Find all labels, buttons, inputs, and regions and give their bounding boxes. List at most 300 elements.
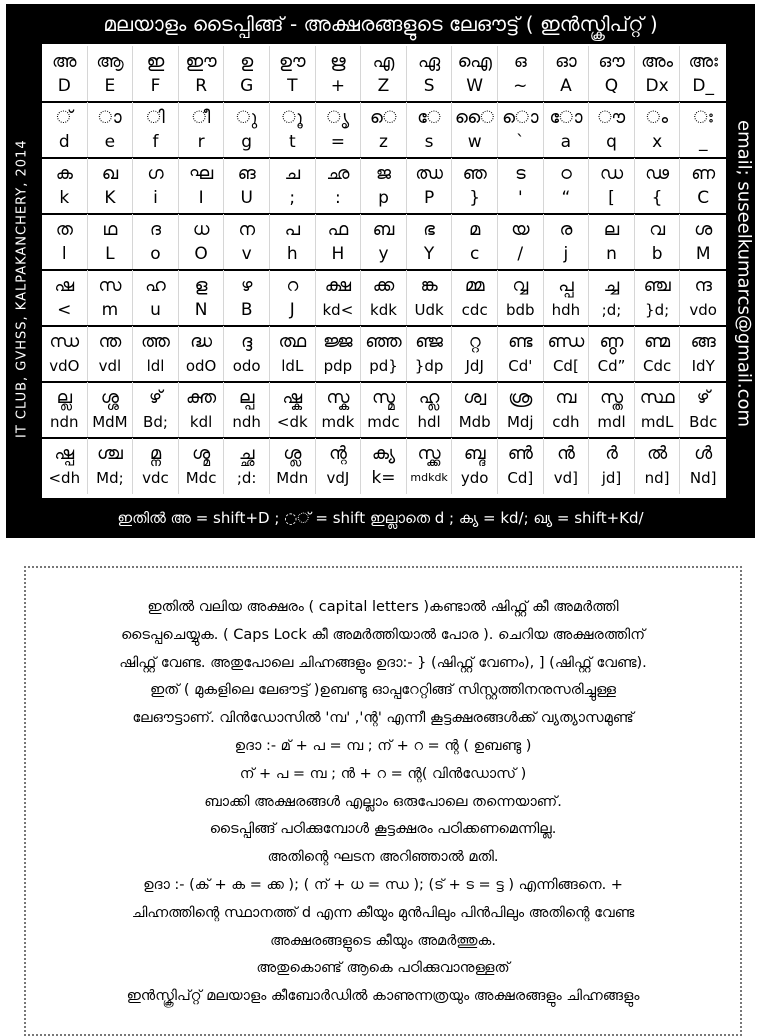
- key-sequence: {: [651, 188, 663, 208]
- malayalam-character: ക: [55, 163, 73, 184]
- layout-band: [42, 326, 726, 382]
- malayalam-character: ശ്വ: [463, 387, 487, 408]
- layout-cell: [498, 326, 544, 382]
- malayalam-character: ഓ: [555, 51, 577, 72]
- note-line: അതിന്റെ ഘടന അറിഞ്ഞാൽ മതി.: [267, 849, 499, 866]
- malayalam-character: ഊ: [279, 51, 306, 72]
- malayalam-character: ഔ: [598, 51, 625, 72]
- key-sequence: Z: [377, 76, 390, 96]
- key-sequence: :: [335, 188, 341, 208]
- layout-cell: [407, 46, 453, 102]
- key-sequence: }dp: [414, 357, 444, 375]
- key-sequence: JdJ: [465, 357, 484, 375]
- malayalam-character: ന്ത: [98, 331, 122, 352]
- key-sequence: Y: [423, 244, 435, 264]
- layout-cell: [498, 158, 544, 214]
- malayalam-character: ങ: [237, 163, 256, 184]
- key-sequence: ldl: [146, 357, 165, 375]
- layout-cell: [361, 46, 407, 102]
- malayalam-character: റ: [286, 275, 299, 296]
- key-sequence: MdM: [92, 413, 128, 431]
- layout-cell: [680, 158, 726, 214]
- layout-cell: [452, 214, 498, 270]
- layout-cell: [42, 102, 88, 158]
- malayalam-character: ഷ: [54, 275, 75, 296]
- layout-cell: [407, 382, 453, 438]
- key-sequence: F: [150, 76, 161, 96]
- key-sequence: Bdc: [689, 413, 718, 431]
- layout-cell: [88, 326, 134, 382]
- malayalam-character: ധ: [192, 219, 210, 240]
- key-sequence: pd}: [369, 357, 398, 375]
- key-sequence: ': [517, 188, 523, 208]
- malayalam-character: ഝ: [415, 163, 443, 184]
- key-sequence: c: [470, 244, 480, 264]
- malayalam-character: ◌ം: [646, 107, 669, 128]
- poster-footer-note: ഇതിൽ അ = shift+D ; ◌് = shift ഇല്ലാതെ d ; ക്യ = kd/; ഖ്യ = shift+Kd/: [117, 509, 644, 527]
- key-sequence: R: [195, 76, 207, 96]
- key-sequence: j: [563, 244, 569, 264]
- malayalam-character: ആ: [96, 51, 124, 72]
- malayalam-character: ഡ: [599, 163, 624, 184]
- layout-cell: [635, 46, 681, 102]
- malayalam-character: ◌ൃ: [326, 107, 350, 128]
- malayalam-character: ഴ്: [696, 387, 710, 408]
- key-sequence: Md;: [96, 469, 124, 487]
- key-sequence: ;d:: [236, 469, 257, 487]
- malayalam-character: ഞ: [462, 163, 487, 184]
- malayalam-character: അഃ: [688, 51, 718, 72]
- layout-cell: [635, 158, 681, 214]
- malayalam-character: എ: [372, 51, 395, 72]
- malayalam-character: ങ്ങ: [690, 331, 716, 352]
- layout-cell: [88, 438, 134, 494]
- layout-cell: [680, 46, 726, 102]
- key-sequence: vdc: [142, 469, 169, 487]
- key-sequence: IdY: [691, 357, 715, 375]
- malayalam-character: സ്മ: [371, 387, 396, 408]
- layout-cell: [133, 214, 179, 270]
- key-sequence: vdl: [98, 357, 122, 375]
- malayalam-character: ഈ: [185, 51, 217, 72]
- layout-cell: [589, 46, 635, 102]
- layout-cell: [680, 214, 726, 270]
- key-sequence: Cd]: [507, 469, 534, 487]
- malayalam-character: ക്ഷ: [324, 275, 352, 296]
- layout-cell: [224, 382, 270, 438]
- layout-cell: [544, 326, 590, 382]
- malayalam-character: ◌ു: [236, 107, 258, 128]
- layout-cell: [361, 158, 407, 214]
- malayalam-character: മ്മ: [464, 275, 485, 296]
- malayalam-character: ഴ: [240, 275, 253, 296]
- malayalam-character: ശ: [694, 219, 713, 240]
- key-sequence: w: [467, 132, 482, 152]
- key-sequence: Cd”: [597, 357, 626, 375]
- malayalam-character: ഥ: [102, 219, 118, 240]
- layout-cell: [224, 214, 270, 270]
- key-sequence: ndn: [50, 413, 79, 431]
- key-sequence: m: [101, 300, 119, 320]
- malayalam-character: ല്പ: [238, 387, 255, 408]
- malayalam-character: ◌ീ: [191, 107, 211, 128]
- malayalam-character: ഞ്ഞ: [365, 331, 402, 352]
- layout-band: [42, 102, 726, 158]
- layout-cell: [179, 46, 225, 102]
- key-sequence: C: [697, 188, 710, 208]
- malayalam-character: ണ്ട: [508, 331, 533, 352]
- layout-cell: [270, 46, 316, 102]
- malayalam-character: ഇ: [146, 51, 165, 72]
- key-sequence: ;d;: [601, 301, 622, 319]
- layout-cell: [407, 158, 453, 214]
- malayalam-character: ശ്ച: [96, 443, 123, 464]
- malayalam-character: ◌ൂ: [281, 107, 303, 128]
- layout-cell: [589, 158, 635, 214]
- key-sequence: pdp: [323, 357, 353, 375]
- malayalam-character: ണ്ഠ: [599, 331, 624, 352]
- note-line: ഇതിൽ വലിയ അക്ഷരം ( capital letters )കണ്ടാൽ ഷിഫ്റ്റ് കീ അമർത്തി: [147, 599, 619, 615]
- layout-cell: [133, 46, 179, 102]
- key-sequence: }d;: [645, 301, 670, 319]
- key-sequence: vd]: [553, 469, 579, 487]
- malayalam-character: ഷ്ക: [282, 387, 303, 408]
- note-line: ചിഹ്നത്തിന്റെ സ്ഥാനത്ത് d എന്ന കീയും മുൻപിലും പിൻപിലും അതിന്റെ വേണ്ട: [131, 904, 635, 921]
- layout-cell: [589, 326, 635, 382]
- layout-cell: [88, 270, 134, 326]
- key-sequence: u: [150, 300, 161, 320]
- malayalam-character: ദ്ദ: [241, 331, 253, 352]
- layout-cell: [133, 270, 179, 326]
- key-sequence: L: [105, 244, 115, 264]
- key-sequence: cdh: [552, 413, 580, 431]
- malayalam-character: ന്ദ: [694, 275, 712, 296]
- key-sequence: n: [606, 244, 617, 264]
- layout-cell: [635, 326, 681, 382]
- malayalam-character: ൺ: [507, 443, 533, 464]
- malayalam-character: ഐ: [457, 51, 492, 72]
- layout-cell: [42, 326, 88, 382]
- malayalam-character: ഖ: [101, 163, 119, 184]
- key-sequence: odo: [232, 357, 261, 375]
- malayalam-character: ഫ: [327, 219, 349, 240]
- key-sequence: W: [466, 76, 484, 96]
- layout-cell: [544, 214, 590, 270]
- malayalam-character: ച്ഛ: [238, 443, 255, 464]
- malayalam-character: ത്ത: [141, 331, 170, 352]
- malayalam-character: സ്ക: [326, 387, 350, 408]
- key-sequence: r: [197, 132, 205, 152]
- layout-cell: [498, 438, 544, 494]
- note-line: ലേഔട്ടാണ്. വിൻഡോസിൽ 'മ്പ' ,'ന്റ' എന്നീ കൂട്ടക്ഷരങ്ങൾക്ക് വ്യത്യാസമുണ്ട്: [132, 710, 634, 727]
- layout-cell: [680, 438, 726, 494]
- key-sequence: Nd]: [689, 469, 717, 487]
- key-sequence: J: [289, 300, 295, 320]
- key-sequence: e: [104, 132, 116, 152]
- note-line: ഇത് ( മുകളിലെ ലേഔട്ട് )ഉബണ്ടു ഓപ്പറേറ്റിങ്ങ് സിസ്റ്റത്തിനനുസരിച്ചുള്ള: [149, 682, 617, 699]
- key-sequence: }: [469, 188, 481, 208]
- layout-cell: [270, 382, 316, 438]
- malayalam-character: ശ്ശ: [100, 387, 119, 408]
- key-sequence: Mdj: [506, 413, 534, 431]
- malayalam-character: വ്വ: [512, 275, 529, 296]
- layout-cell: [407, 326, 453, 382]
- key-sequence: z: [379, 132, 388, 152]
- key-sequence: v: [241, 244, 252, 264]
- layout-cell: [635, 270, 681, 326]
- note-line: ന് + പ = മ്പ ; ൻ + റ = ന്റ( വിൻഡോസ് ): [239, 765, 527, 782]
- layout-cell: [42, 46, 88, 102]
- layout-cell: [407, 102, 453, 158]
- key-sequence: y: [378, 244, 389, 264]
- note-line: ടൈപ്പിങ്ങ് പഠിക്കുമ്പോൾ കൂട്ടക്ഷരം പഠിക്കണമെന്നില്ല.: [209, 821, 557, 838]
- note-line: ടൈപ്പചെയ്യുക. ( Caps Lock കീ അമർത്തിയാൽ പോര ). ചെറിയ അക്ഷരത്തിന്: [121, 626, 645, 643]
- malayalam-character: ന്ധ: [49, 331, 80, 352]
- key-sequence: K: [104, 188, 116, 208]
- layout-cell: [270, 326, 316, 382]
- layout-band: [42, 382, 726, 438]
- malayalam-character: ◌്: [56, 107, 73, 128]
- malayalam-character: ല്ല: [56, 387, 72, 408]
- layout-band: [42, 158, 726, 214]
- malayalam-character: ◌െ: [369, 107, 398, 128]
- key-sequence: G: [240, 76, 254, 96]
- layout-cell: [589, 438, 635, 494]
- layout-cell: [361, 382, 407, 438]
- malayalam-character: ന്റ: [328, 443, 347, 464]
- poster-title: മലയാളം ടൈപ്പിങ്ങ് - അക്ഷരങ്ങളുടെ ലേഔട്ട് ( ഇൻസ്ക്രിപ്റ്റ് ): [103, 12, 658, 36]
- instruction-note-box: [24, 566, 742, 1036]
- layout-cell: [544, 102, 590, 158]
- layout-cell: [179, 158, 225, 214]
- malayalam-character: ര: [559, 219, 573, 240]
- key-sequence: _: [698, 132, 708, 152]
- malayalam-character: ശ്മ: [192, 443, 211, 464]
- layout-cell: [544, 270, 590, 326]
- key-sequence: Cd': [508, 357, 533, 375]
- key-sequence: Q: [604, 76, 619, 96]
- layout-cell: [452, 326, 498, 382]
- layout-cell: [42, 382, 88, 438]
- layout-cell: [635, 102, 681, 158]
- malayalam-character: അം: [641, 51, 674, 72]
- key-sequence: p: [378, 188, 389, 208]
- malayalam-character: ണ്മ: [644, 331, 671, 352]
- malayalam-character: ഏ: [418, 51, 441, 72]
- key-sequence: “: [561, 188, 571, 208]
- layout-cell: [361, 438, 407, 494]
- malayalam-character: ൽ: [647, 443, 668, 464]
- layout-cell: [452, 46, 498, 102]
- malayalam-character: ട: [514, 163, 526, 184]
- malayalam-character: സ്ഥ: [639, 387, 675, 408]
- key-sequence: P: [423, 188, 435, 208]
- layout-cell: [316, 326, 362, 382]
- malayalam-character: ഠ: [559, 163, 572, 184]
- malayalam-character: ◌ി: [146, 107, 165, 128]
- key-sequence: =: [330, 132, 346, 152]
- layout-cell: [498, 102, 544, 158]
- malayalam-character: ◌ാ: [98, 107, 122, 128]
- layout-cell: [452, 102, 498, 158]
- layout-cell: [270, 270, 316, 326]
- malayalam-character: ◌ഃ: [693, 107, 713, 128]
- key-sequence: l: [61, 244, 67, 264]
- key-sequence: ydo: [460, 469, 489, 487]
- layout-cell: [407, 270, 453, 326]
- key-sequence: +: [330, 76, 346, 96]
- key-sequence: A: [560, 76, 572, 96]
- layout-cell: [224, 158, 270, 214]
- layout-cell: [316, 102, 362, 158]
- key-sequence: Mdn: [276, 469, 309, 487]
- malayalam-character: ഋ: [330, 51, 346, 72]
- layout-cell: [544, 46, 590, 102]
- malayalam-character: ദ്ധ: [190, 331, 213, 352]
- key-sequence: s: [424, 132, 434, 152]
- key-sequence: vdO: [49, 357, 80, 375]
- layout-cell: [680, 382, 726, 438]
- layout-cell: [452, 270, 498, 326]
- layout-cell: [179, 270, 225, 326]
- malayalam-character: ഞ്ച: [643, 275, 671, 296]
- key-sequence: h: [286, 244, 298, 264]
- malayalam-character: ണ്ഡ: [547, 331, 585, 352]
- key-sequence: q: [606, 132, 617, 152]
- layout-cell: [498, 270, 544, 326]
- layout-cell: [42, 438, 88, 494]
- layout-cell: [680, 326, 726, 382]
- malayalam-character: ബ: [372, 219, 395, 240]
- key-sequence: ;: [289, 188, 296, 208]
- layout-cell: [589, 102, 635, 158]
- note-line: അക്ഷരങ്ങളുടെ കീയും അമർത്തുക.: [270, 932, 496, 949]
- key-sequence: bdb: [506, 301, 535, 319]
- key-sequence: cdc: [461, 301, 488, 319]
- key-sequence: o: [150, 244, 161, 264]
- malayalam-character: ശ്ല: [283, 443, 302, 464]
- layout-cell: [133, 326, 179, 382]
- key-sequence: nd]: [644, 469, 670, 487]
- layout-cell: [635, 438, 681, 494]
- key-sequence: E: [104, 76, 116, 96]
- layout-cell: [179, 382, 225, 438]
- malayalam-character: സ: [98, 275, 122, 296]
- malayalam-character: ഘ: [189, 163, 214, 184]
- key-sequence: f: [152, 132, 159, 152]
- key-sequence: Bd;: [143, 413, 168, 431]
- layout-cell: [88, 46, 134, 102]
- layout-band: [42, 214, 726, 270]
- layout-cell: [452, 158, 498, 214]
- layout-cell: [407, 214, 453, 270]
- key-sequence: Dx: [645, 76, 669, 96]
- malayalam-character: സ്ത: [599, 387, 624, 408]
- layout-cell: [270, 438, 316, 494]
- key-sequence: t: [288, 132, 296, 152]
- malayalam-character: ജ്ജ: [323, 331, 353, 352]
- layout-cell: [544, 382, 590, 438]
- key-sequence: <dk: [276, 413, 308, 431]
- key-sequence: N: [194, 300, 208, 320]
- layout-band: [42, 270, 726, 326]
- layout-cell: [224, 46, 270, 102]
- malayalam-character: ◌ൊ: [502, 107, 539, 128]
- key-sequence: B: [240, 300, 253, 320]
- layout-cell: [361, 102, 407, 158]
- key-sequence: `: [516, 132, 525, 152]
- layout-cell: [270, 158, 316, 214]
- malayalam-character: മ്ന: [149, 443, 162, 464]
- key-sequence: ~: [513, 76, 528, 96]
- layout-cell: [316, 46, 362, 102]
- note-line: ഉദാ :- (ക് + ക = ക്ക ); ( ന് + ധ = ന്ധ ); (ട് + ട = ട്ട ) എന്നിങ്ങനെ. +: [143, 876, 623, 893]
- malayalam-character: ജ: [375, 163, 392, 184]
- key-sequence: I: [198, 188, 204, 208]
- key-sequence: vdo: [689, 301, 717, 319]
- layout-cell: [316, 270, 362, 326]
- malayalam-character: ങ്ക: [420, 275, 438, 296]
- malayalam-character: സ്ക്ക: [417, 443, 441, 464]
- malayalam-character: ഢ: [645, 163, 670, 184]
- layout-cell: [133, 158, 179, 214]
- note-line: അതുകൊണ്ട് ആകെ പഠിക്കുവാനുള്ളത്: [256, 960, 510, 977]
- malayalam-character: ഛ: [326, 163, 350, 184]
- malayalam-character: ള: [194, 275, 208, 296]
- malayalam-character: ഹ: [145, 275, 166, 296]
- layout-cell: [361, 326, 407, 382]
- malayalam-character: ഷ്പ: [54, 443, 75, 464]
- malayalam-character: വ: [649, 219, 665, 240]
- malayalam-character: ഴ്: [148, 387, 163, 408]
- malayalam-character: മ: [469, 219, 481, 240]
- malayalam-character: ൾ: [694, 443, 713, 464]
- layout-cell: [498, 46, 544, 102]
- malayalam-character: റ്റ: [468, 331, 481, 352]
- malayalam-character: ക്ത: [186, 387, 217, 408]
- note-line: ഷിഫ്റ്റ് വേണ്ട. അതുപോലെ ചിഹ്നങ്ങളും ഉദാ:- } (ഷിഫ്റ്റ് വേണം), ] (ഷിഫ്റ്റ് വേണ്ട).: [119, 654, 647, 671]
- layout-cell: [224, 102, 270, 158]
- keyboard-layout-grid: [42, 44, 726, 498]
- layout-cell: [42, 214, 88, 270]
- layout-cell: [680, 270, 726, 326]
- key-sequence: S: [423, 76, 435, 96]
- layout-cell: [361, 270, 407, 326]
- key-sequence: x: [652, 132, 663, 152]
- note-line: ഉദാ :- മ് + പ = മ്പ ; ന് + റ = ന്റ ( ഉബണ്ടു ): [234, 737, 532, 754]
- key-sequence: <dh: [48, 469, 81, 487]
- layout-cell: [133, 382, 179, 438]
- malayalam-character: മ്പ: [555, 387, 577, 408]
- key-sequence: ldL: [281, 357, 304, 375]
- key-sequence: odO: [185, 357, 217, 375]
- malayalam-character: ◌േ: [417, 107, 442, 128]
- key-sequence: kdk: [370, 301, 397, 319]
- key-sequence: [: [608, 188, 615, 208]
- layout-cell: [224, 270, 270, 326]
- key-sequence: mdc: [367, 413, 400, 431]
- malayalam-character: ല: [603, 219, 620, 240]
- key-sequence: T: [287, 76, 298, 96]
- malayalam-character: ഞ്ജ: [415, 331, 443, 352]
- key-sequence: vdJ: [326, 469, 350, 487]
- key-sequence: kdl: [189, 413, 213, 431]
- key-sequence: D_: [692, 76, 714, 96]
- layout-cell: [42, 158, 88, 214]
- layout-cell: [680, 102, 726, 158]
- malayalam-character: ന: [238, 219, 256, 240]
- malayalam-character: ◌ൈ: [454, 107, 495, 128]
